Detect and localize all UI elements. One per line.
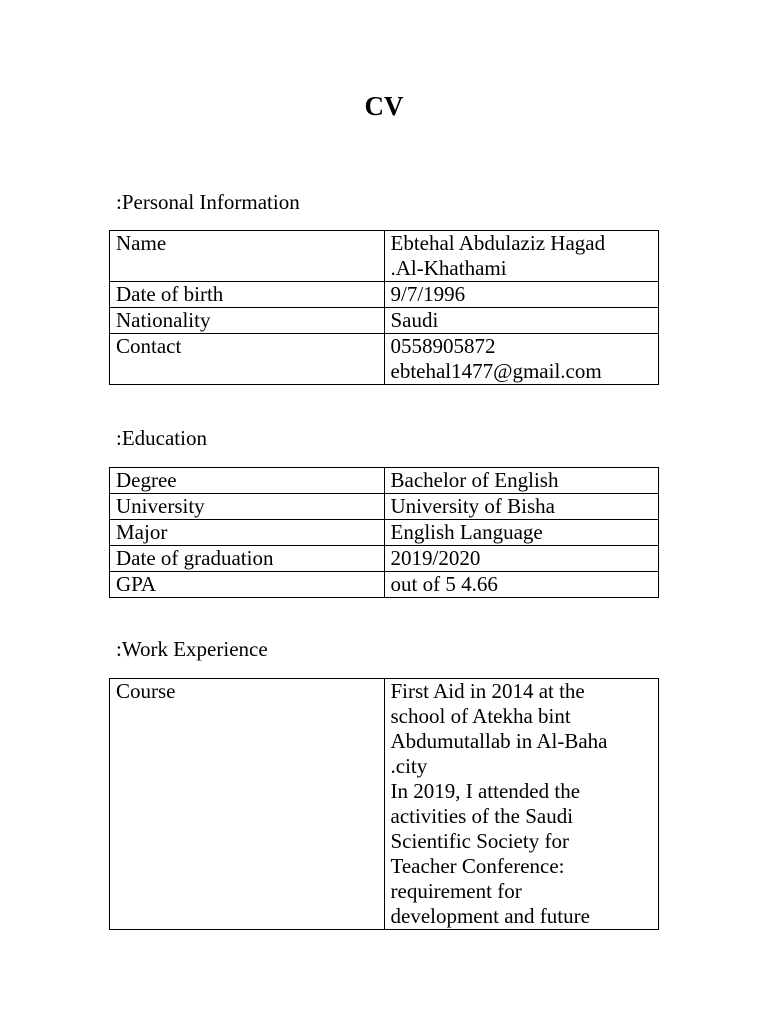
- gpa-value: out of 5 4.66: [384, 572, 659, 598]
- contact-value: [384, 334, 659, 385]
- course-line: First Aid in 2014 at the: [390, 679, 585, 703]
- table-row: [110, 282, 659, 308]
- degree-value: Bachelor of English: [384, 468, 659, 494]
- course-value: [384, 679, 659, 930]
- work-experience-table: [109, 678, 659, 930]
- table-row: [110, 334, 659, 385]
- table-row: [110, 468, 659, 494]
- work-experience-heading: :Work Experience: [116, 637, 268, 661]
- name-label: Name: [110, 231, 385, 282]
- name-line: .Al-Khathami: [390, 256, 507, 280]
- major-label: Major: [110, 520, 385, 546]
- course-line: activities of the Saudi: [390, 804, 574, 828]
- page-title: CV: [364, 91, 404, 121]
- gpa-label: GPA: [110, 572, 385, 598]
- date-of-graduation-value: 2019/2020: [384, 546, 659, 572]
- table-row: [110, 308, 659, 334]
- table-row: [110, 572, 659, 598]
- course-line: .city: [390, 754, 428, 778]
- university-value: University of Bisha: [384, 494, 659, 520]
- major-value: English Language: [384, 520, 659, 546]
- course-label: Course: [110, 679, 385, 930]
- course-line: Abdumutallab in Al-Baha: [390, 729, 608, 753]
- table-row: [110, 520, 659, 546]
- email-address: ebtehal1477@gmail.com: [390, 359, 602, 383]
- personal-information-table: [109, 230, 659, 385]
- name-line: Ebtehal Abdulaziz Hagad: [390, 231, 606, 255]
- phone-number: 0558905872: [390, 334, 496, 358]
- date-of-birth-label: Date of birth: [110, 282, 385, 308]
- course-line: In 2019, I attended the: [390, 779, 581, 803]
- table-row: [110, 494, 659, 520]
- degree-label: Degree: [110, 468, 385, 494]
- university-label: University: [110, 494, 385, 520]
- contact-label: Contact: [110, 334, 385, 385]
- course-line: Scientific Society for: [390, 829, 569, 853]
- table-row: [110, 546, 659, 572]
- nationality-label: Nationality: [110, 308, 385, 334]
- course-line: Teacher Conference:: [390, 854, 565, 878]
- table-row: [110, 679, 659, 930]
- date-of-graduation-label: Date of graduation: [110, 546, 385, 572]
- date-of-birth-value: 9/7/1996: [384, 282, 659, 308]
- personal-information-heading: :Personal Information: [116, 190, 300, 214]
- education-heading: :Education: [116, 426, 207, 450]
- table-row: [110, 231, 659, 282]
- course-line: development and future: [390, 904, 590, 928]
- education-table: [109, 467, 659, 598]
- name-value: [384, 231, 659, 282]
- nationality-value: Saudi: [384, 308, 659, 334]
- course-line: school of Atekha bint: [390, 704, 571, 728]
- course-line: requirement for: [390, 879, 522, 903]
